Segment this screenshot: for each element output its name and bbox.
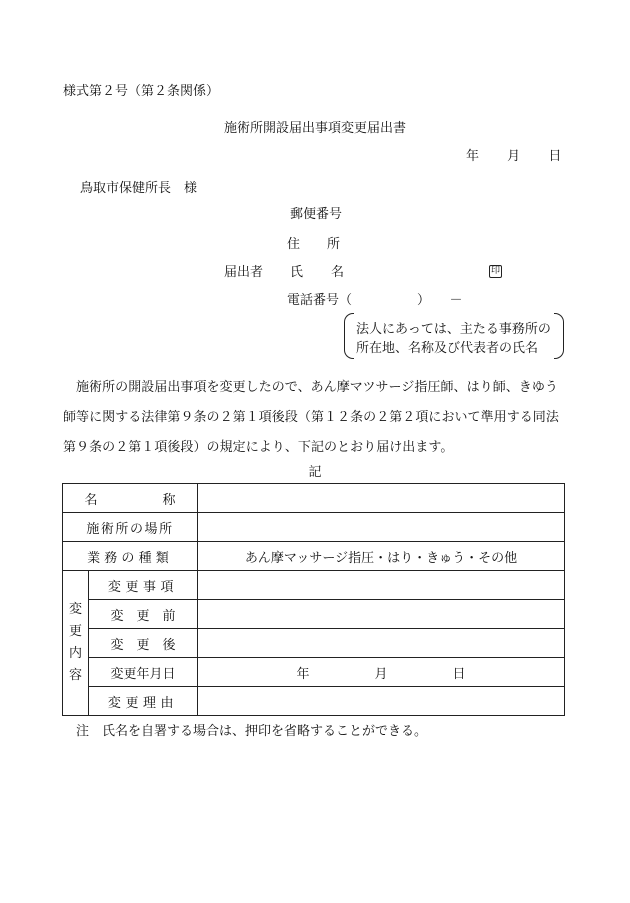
- location-label-cell: 施術所の場所: [63, 513, 198, 542]
- document-title: 施術所開設届出事項変更届出書: [223, 121, 406, 136]
- change-date-value[interactable]: 年 月 日: [198, 658, 565, 687]
- date-month: 月: [507, 149, 521, 164]
- change-date-label: 変更年月日: [89, 658, 198, 687]
- change-reason-label: 変更理由: [89, 687, 198, 716]
- ki-heading: 記: [308, 465, 322, 480]
- corporation-note-line-1: 法人にあっては、主たる事務所の: [356, 322, 551, 337]
- address-label-2: 所: [327, 237, 341, 252]
- name-value-cell[interactable]: [198, 484, 565, 513]
- address-label-1: 住: [287, 237, 301, 252]
- corporation-note-line-2: 所在地、名称及び代表者の氏名: [356, 341, 539, 356]
- left-bracket: [344, 313, 354, 359]
- body-text: 施術所の開設届出事項を変更したので、あん摩マツサージ指圧師、はり師、きゆう師等に関する法律第９条の２第１項後段（第１２条の２第２項において準用する同法第９条の２第１項後段）の規定により、下記のとおり届け出ます。: [63, 380, 559, 455]
- table-row: [63, 484, 565, 513]
- table-row: [63, 687, 565, 716]
- name-label-1: 氏: [290, 265, 304, 280]
- right-bracket: [554, 313, 564, 359]
- name-label-2: 名: [331, 265, 345, 280]
- location-value-cell[interactable]: [198, 513, 565, 542]
- date-line: [466, 145, 561, 164]
- table-row: [63, 629, 565, 658]
- applicant-label: 届出者: [224, 265, 264, 280]
- form-number: 様式第２号（第２条関係）: [63, 84, 220, 99]
- after-change-value[interactable]: [198, 629, 565, 658]
- addressee: 鳥取市保健所長 様: [80, 181, 198, 196]
- table-row: [63, 600, 565, 629]
- business-value-cell: あん摩マッサージ指圧・はり・きゅう・その他: [198, 542, 565, 571]
- change-item-value[interactable]: [198, 571, 565, 600]
- business-label-cell: 業務の種類: [63, 542, 198, 571]
- postal-code-label: 郵便番号: [290, 207, 343, 222]
- name-label-cell: 名 称: [63, 484, 198, 513]
- table-row: [63, 658, 565, 687]
- change-item-label: 変更事項: [89, 571, 198, 600]
- before-change-label: 変 更 前: [89, 600, 198, 629]
- after-change-label: 変 更 後: [89, 629, 198, 658]
- before-change-value[interactable]: [198, 600, 565, 629]
- change-reason-value[interactable]: [198, 687, 565, 716]
- table-row: [63, 571, 565, 600]
- change-details-table: [62, 483, 565, 716]
- table-row: [63, 542, 565, 571]
- date-year: 年: [466, 149, 480, 164]
- table-row: [63, 513, 565, 542]
- seal-mark: [489, 262, 502, 278]
- date-day: 日: [548, 149, 562, 164]
- corporation-note: [344, 313, 564, 357]
- phone-label: 電話番号（ ） －: [287, 293, 463, 308]
- seal-icon: 印: [490, 266, 500, 276]
- footnote: 注 氏名を自署する場合は、押印を省略することができる。: [76, 724, 428, 739]
- change-content-label: 変 更 内 容: [63, 571, 89, 716]
